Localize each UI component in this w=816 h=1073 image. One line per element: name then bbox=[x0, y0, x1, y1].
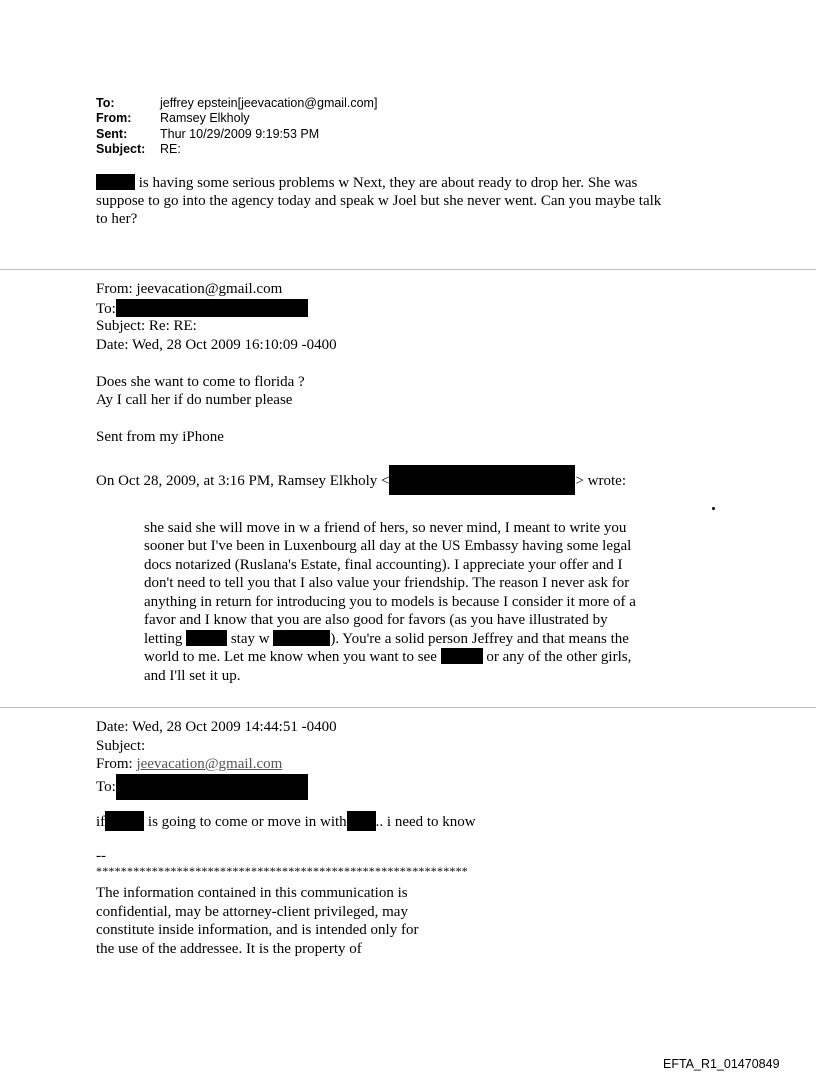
msg3-subject: Subject: bbox=[96, 738, 146, 754]
email-link[interactable]: jeevacation@gmail.com bbox=[136, 756, 283, 772]
disclaimer-line: confidential, may be attorney-client privileged, may bbox=[96, 904, 408, 920]
quote-line: she said she will move in w a friend of hers, so never mind, I meant to write you bbox=[144, 520, 627, 536]
quote-line: letting stay w ). You're a solid person Jeffrey and that means the bbox=[144, 631, 629, 647]
header-subject-label: Subject: bbox=[96, 142, 146, 156]
body1-line3: to her? bbox=[96, 211, 138, 227]
redaction-box bbox=[96, 174, 135, 190]
redaction-box bbox=[105, 811, 144, 831]
quote-line: world to me. Let me know when you want to see or any of the other girls, bbox=[144, 649, 632, 665]
msg2-body-line1: Does she want to come to florida ? bbox=[96, 374, 305, 390]
redaction-box bbox=[441, 648, 483, 664]
body1-line2: suppose to go into the agency today and speak w Joel but she never went. Can you maybe talk bbox=[96, 193, 662, 209]
redaction-box bbox=[186, 630, 227, 646]
document-id: EFTA_R1_01470849 bbox=[663, 1057, 780, 1071]
redaction-box bbox=[273, 630, 330, 646]
header-subject-value: RE: bbox=[160, 142, 181, 156]
msg3-date: Date: Wed, 28 Oct 2009 14:44:51 -0400 bbox=[96, 719, 337, 735]
msg2-body-line2: Ay I call her if do number please bbox=[96, 392, 293, 408]
stray-dot bbox=[712, 507, 715, 510]
msg2-on-wrote: On Oct 28, 2009, at 3:16 PM, Ramsey Elkholy < > wrote: bbox=[96, 465, 626, 495]
quote-line: and I'll set it up. bbox=[144, 668, 241, 684]
redaction-box bbox=[116, 299, 308, 317]
msg2-to: To: bbox=[96, 299, 308, 318]
header-from-value: Ramsey Elkholy bbox=[160, 111, 250, 125]
msg2-subject: Subject: Re: RE: bbox=[96, 318, 197, 334]
header-from-label: From: bbox=[96, 111, 132, 125]
header-sent-label: Sent: bbox=[96, 127, 128, 141]
body1-line1: is having some serious problems w Next, they are about ready to drop her. She was bbox=[96, 174, 637, 192]
divider bbox=[0, 269, 816, 270]
header-to-value: jeffrey epstein[jeevacation@gmail.com] bbox=[160, 96, 378, 110]
msg2-date: Date: Wed, 28 Oct 2009 16:10:09 -0400 bbox=[96, 337, 337, 353]
msg3-to: To: bbox=[96, 774, 308, 800]
quote-line: anything in return for introducing you to models is because I consider it more of a bbox=[144, 594, 636, 610]
msg3-from: From: jeevacation@gmail.com bbox=[96, 756, 283, 772]
quote-line: favor and I know that you are also good for favors (as you have illustrated by bbox=[144, 612, 608, 628]
signature-stars: ************************************************************ bbox=[96, 864, 468, 878]
redaction-box bbox=[389, 465, 575, 495]
signature-dash: -- bbox=[96, 848, 106, 864]
redaction-box bbox=[116, 774, 308, 800]
quote-line: sooner but I've been in Luxenbourg all day at the US Embassy having some legal bbox=[144, 538, 632, 554]
disclaimer-line: constitute inside information, and is intended only for bbox=[96, 922, 419, 938]
msg2-sent-from: Sent from my iPhone bbox=[96, 429, 224, 445]
redaction-box bbox=[347, 811, 376, 831]
quote-line: don't need to tell you that I also value your friendship. The reason I never ask for bbox=[144, 575, 630, 591]
header-to-label: To: bbox=[96, 96, 115, 110]
msg3-body: if is going to come or move in with .. i need to know bbox=[96, 811, 476, 831]
quote-line: docs notarized (Ruslana's Estate, final accounting). I appreciate your offer and I bbox=[144, 557, 623, 573]
disclaimer-line: the use of the addressee. It is the property of bbox=[96, 941, 362, 957]
disclaimer-line: The information contained in this communication is bbox=[96, 885, 408, 901]
divider bbox=[0, 707, 816, 708]
header-sent-value: Thur 10/29/2009 9:19:53 PM bbox=[160, 127, 320, 141]
msg2-from: From: jeevacation@gmail.com bbox=[96, 281, 283, 297]
